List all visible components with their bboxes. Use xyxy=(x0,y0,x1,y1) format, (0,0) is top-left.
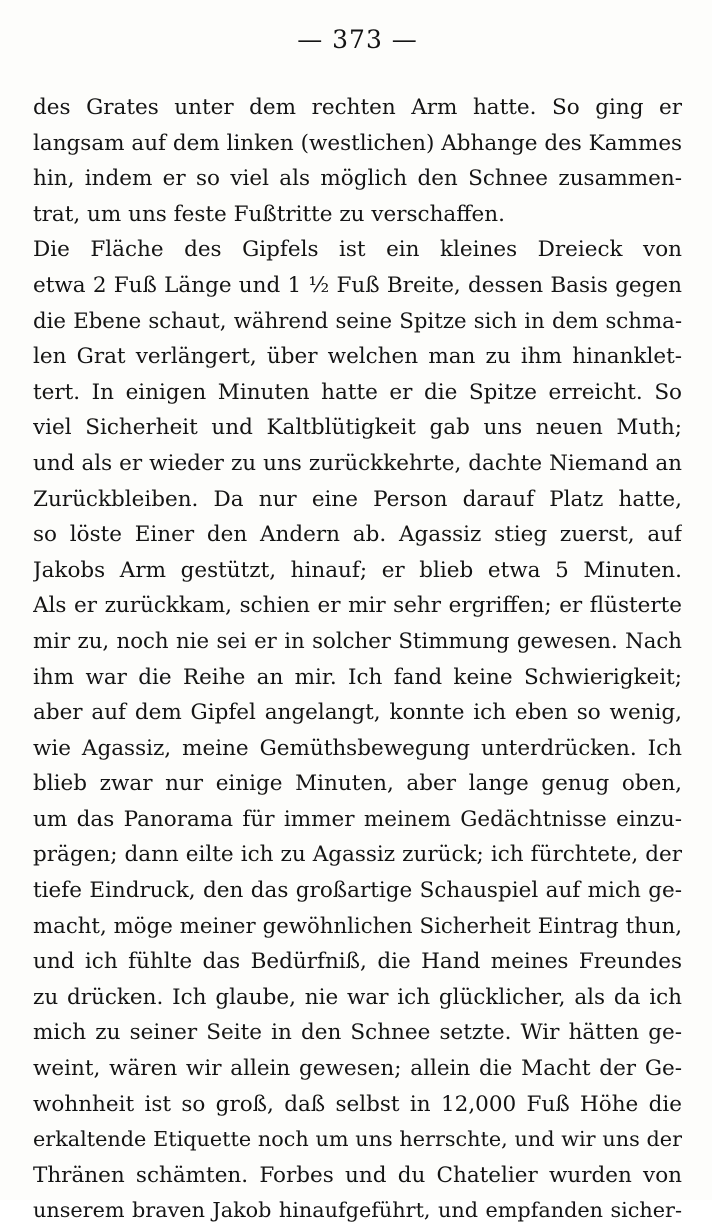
text-line: wie Agassiz, meine Gemüthsbewegung unterdrücken. Ich xyxy=(33,735,682,761)
text-line: Zurückbleiben. Da nur eine Person darauf Platz hatte, xyxy=(33,486,682,512)
text-line: prägen; dann eilte ich zu Agassiz zurück; ich fürchtete, der xyxy=(33,842,682,868)
text-line: erkaltende Etiquette noch um uns herrschte, und wir uns der xyxy=(33,1127,682,1152)
text-line: wohnheit ist so groß, daß selbst in 12,000 Fuß Höhe die xyxy=(33,1091,682,1117)
text-line: zu drücken. Ich glaube, nie war ich glücklicher, als da ich xyxy=(33,984,682,1010)
text-line: tiefe Eindruck, den das großartige Schauspiel auf mich ge- xyxy=(33,878,682,904)
text-line: blieb zwar nur einige Minuten, aber lange genug oben, xyxy=(33,771,682,797)
text-line: weint, wären wir allein gewesen; allein die Macht der Ge- xyxy=(33,1056,682,1082)
text-line: Die Fläche des Gipfels ist ein kleines Dreieck von xyxy=(33,237,682,263)
text-line: len Grat verlängert, über welchen man zu ihm hinanklet- xyxy=(33,344,682,370)
text-line: die Ebene schaut, während seine Spitze sich in dem schma- xyxy=(33,308,682,334)
text-line: mich zu seiner Seite in den Schnee setzte. Wir hätten ge- xyxy=(33,1020,682,1046)
text-line: viel Sicherheit und Kaltblütigkeit gab uns neuen Muth; xyxy=(33,415,682,441)
text-line: tert. In einigen Minuten hatte er die Spitze erreicht. So xyxy=(33,379,682,405)
text-line: aber auf dem Gipfel angelangt, konnte ich eben so wenig, xyxy=(33,700,682,726)
text-line: ihm war die Reihe an mir. Ich fand keine Schwierigkeit; xyxy=(33,664,682,690)
text-line: trat, um uns feste Fußtritte zu verschaffen. xyxy=(33,201,505,227)
text-line: Thränen schämten. Forbes und du Chatelier wurden von xyxy=(33,1162,682,1188)
text-line: und ich fühlte das Bedürfniß, die Hand meines Freundes xyxy=(33,949,682,975)
text-line: unserem braven Jakob hinaufgeführt, und empfanden sicher- xyxy=(33,1198,682,1223)
page-number: — 373 — xyxy=(297,25,418,54)
text-line: macht, möge meiner gewöhnlichen Sicherheit Eintrag thun, xyxy=(33,913,682,939)
text-line: und als er wieder zu uns zurückkehrte, dachte Niemand an xyxy=(33,450,682,476)
text-line: so löste Einer den Andern ab. Agassiz stieg zuerst, auf xyxy=(33,522,682,548)
body-text xyxy=(33,90,682,1229)
text-line: langsam auf dem linken (westlichen) Abhange des Kammes xyxy=(33,130,682,156)
text-line: mir zu, noch nie sei er in solcher Stimmung gewesen. Nach xyxy=(33,628,682,654)
text-line: Jakobs Arm gestützt, hinauf; er blieb etwa 5 Minuten. xyxy=(33,557,682,583)
text-line: um das Panorama für immer meinem Gedächtnisse einzu- xyxy=(33,806,682,832)
text-line: etwa 2 Fuß Länge und 1 ½ Fuß Breite, dessen Basis gegen xyxy=(33,272,682,298)
text-line: Als er zurückkam, schien er mir sehr ergriffen; er flüsterte xyxy=(33,593,682,619)
text-line: hin, indem er so viel als möglich den Schnee zusammen- xyxy=(33,166,682,192)
text-line: des Grates unter dem rechten Arm hatte. So ging er xyxy=(33,95,682,120)
